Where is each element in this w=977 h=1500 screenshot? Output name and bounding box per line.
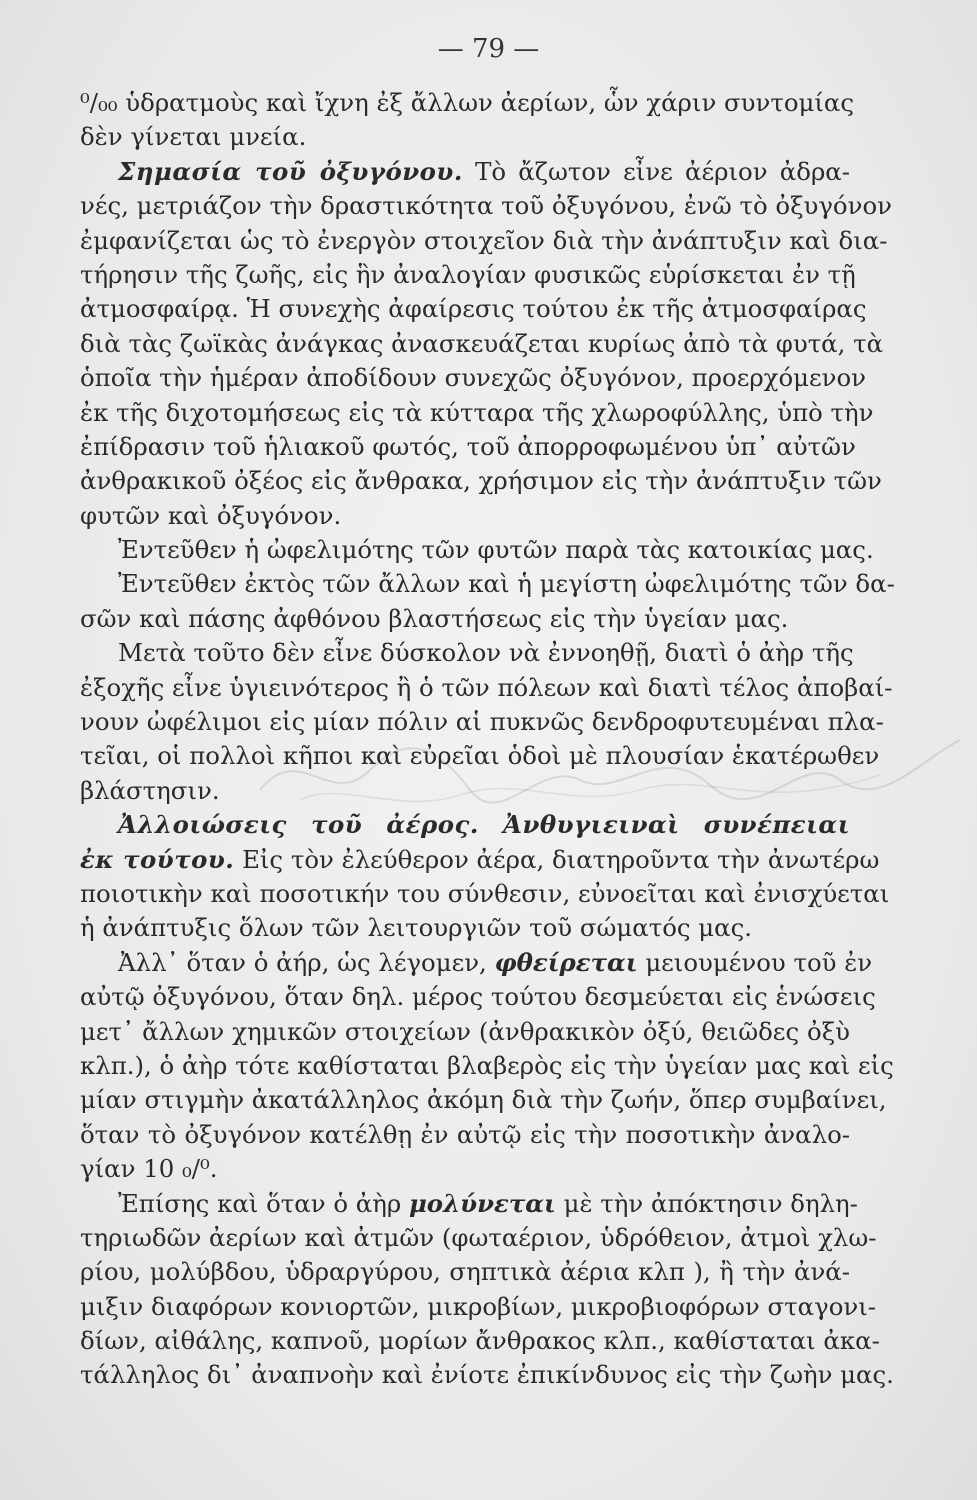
text-line [80, 86, 855, 120]
text-line [80, 1152, 850, 1186]
text-line [80, 980, 876, 1014]
text-run: μιξιν διαφόρων κονιορτῶν, μικροβίων, μικροβιοφόρων σταγονι- [80, 1291, 877, 1321]
text-run: ἐμφανίζεται ὡς τὸ ἐνεργὸν στοιχεῖον διὰ τὴν ἀνάπτυξιν καὶ δια- [80, 225, 888, 255]
text-run: τήρησιν τῆς ζωῆς, εἰς ἣν ἀναλογίαν φυσικῶς εὑρίσκεται ἐν τῇ [80, 259, 856, 289]
text-run: Μετὰ τοῦτο δὲν εἶνε δύσκολον νὰ ἐννοηθῇ, διατὶ ὁ ἀὴρ τῆς [118, 638, 854, 668]
text-line [80, 1324, 880, 1358]
section-heading: ἐκ τούτου. [80, 844, 235, 874]
text-line [80, 120, 850, 154]
text-run: νουν ὠφέλιμοι εἰς μίαν πόλιν αἱ πυκνῶς δενδροφυτευμέναι πλα- [80, 707, 884, 737]
text-run: βλάστησιν. [80, 775, 220, 805]
text-line [80, 499, 850, 533]
text-run: σῶν καὶ πάσης ἀφθόνου βλαστήσεως εἰς τὴν ὑγείαν μας. [80, 603, 789, 633]
text-line [80, 808, 850, 842]
text-run: Ἐπίσης καὶ ὅταν ὁ ἀὴρ [118, 1188, 409, 1218]
text-line [80, 602, 850, 636]
text-line [80, 1290, 877, 1324]
text-line [80, 774, 850, 808]
text-run: Τὸ ἄζωτον εἶνε ἀέριον ἀδρα- [462, 156, 850, 186]
text-line [80, 189, 892, 223]
text-run: διὰ τὰς ζωϊκὰς ἀνάγκας ἀνασκευάζεται κυρίως ἀπὸ τὰ φυτά, τὰ [80, 328, 884, 358]
text-run: ἐκ τῆς διχοτομήσεως εἰς τὰ κύτταρα τῆς χλωροφύλλης, ὑπὸ τὴν [80, 397, 874, 427]
text-line [80, 1083, 887, 1117]
page-number: — 79 — [437, 34, 540, 64]
text-line [80, 361, 866, 395]
text-line [80, 636, 854, 670]
text-run: φυτῶν καὶ ὀξυγόνον. [80, 500, 342, 530]
text-run: τεῖαι, οἱ πολλοὶ κῆποι καὶ εὐρεῖαι ὁδοὶ μὲ πλουσίαν ἑκατέρωθεν [80, 741, 880, 771]
text-line [80, 292, 867, 326]
text-line [80, 1015, 850, 1049]
text-run: μίαν στιγμὴν ἀκατάλληλος ἀκόμη διὰ τὴν ζωήν, ὅπερ συμβαίνει, [80, 1085, 887, 1115]
text-line [80, 224, 888, 258]
text-line [80, 1187, 858, 1221]
emphasis-word: μολύνεται [408, 1188, 556, 1218]
section-heading: Ἀλλοιώσεις τοῦ ἀέρος. Ἀνθυγιειναὶ συνέπειαι [118, 810, 850, 840]
text-line [80, 533, 874, 567]
text-run: ρίου, μολύβδου, ὑδραργύρου, σηπτικὰ ἀέρια κλπ ), ἢ τὴν ἀνά- [80, 1257, 850, 1287]
text-run: δίων, αἰθάλης, καπνοῦ, μορίων ἄνθρακος κλπ., καθίσταται ἀκα- [80, 1326, 880, 1356]
text-run: ποιοτικὴν καὶ ποσοτικήν του σύνθεσιν, εὐνοεῖται καὶ ἐνισχύεται [80, 878, 890, 908]
text-run: αὐτῷ ὀξυγόνου, ὅταν δηλ. μέρος τούτου δεσμεύεται εἰς ἑνώσεις [80, 982, 876, 1012]
emphasis-word: φθείρεται [494, 947, 638, 977]
text-run: νές, μετριάζον τὴν δραστικότητα τοῦ ὀξυγόνου, ἐνῶ τὸ ὀξυγόνον [80, 191, 892, 221]
text-line [80, 705, 884, 739]
text-run: ὁποῖα τὴν ἡμέραν ἀποδίδουν συνεχῶς ὀξυγόνον, προερχόμενον [80, 363, 866, 393]
text-run: μὲ τὴν ἀπόκτησιν δηλη- [555, 1188, 858, 1218]
text-line [80, 464, 882, 498]
text-line [80, 843, 880, 877]
text-run: τηριωδῶν ἀερίων καὶ ἀτμῶν (φωταέριον, ὑδρόθειον, ἀτμοὶ χλω- [80, 1222, 877, 1252]
text-line [80, 327, 884, 361]
text-run: γίαν 10 ₀/⁰. [80, 1154, 218, 1184]
text-run: Ἀλλ᾽ ὅταν ὁ ἀήρ, ὡς λέγομεν, [118, 947, 495, 977]
text-run: ἡ ἀνάπτυξις ὅλων τῶν λειτουργιῶν τοῦ σώματός μας. [80, 913, 753, 943]
text-line [80, 1358, 894, 1392]
text-run: ⁰/₀₀ ὑδρατμοὺς καὶ ἴχνη ἐξ ἄλλων ἀερίων, ὧν χάριν συντομίας [80, 88, 855, 117]
text-line [80, 1221, 877, 1255]
text-line [80, 1118, 850, 1152]
text-line [80, 1255, 850, 1289]
text-line [80, 1049, 894, 1083]
text-line [80, 671, 893, 705]
text-line [80, 396, 874, 430]
text-run: ὅταν τὸ ὀξυγόνον κατέλθῃ ἐν αὐτῷ εἰς τὴν ποσοτικὴν ἀναλο- [80, 1119, 850, 1149]
text-line [80, 946, 873, 980]
text-run: ἀνθρακικοῦ ὀξέος εἰς ἄνθρακα, χρήσιμον εἰς τὴν ἀνάπτυξιν τῶν [80, 466, 882, 496]
text-line [80, 155, 850, 189]
text-run: ἀτμοσφαίρᾳ. Ἡ συνεχὴς ἀφαίρεσις τούτου ἐκ τῆς ἀτμοσφαίρας [80, 294, 867, 324]
text-line [80, 430, 856, 464]
text-run: μετ᾽ ἄλλων χημικῶν στοιχείων (ἀνθρακικὸν ὀξύ, θειῶδες ὀξὺ [80, 1016, 850, 1046]
text-run: Εἰς τὸν ἐλεύθερον ἀέρα, διατηροῦντα τὴν ἀνωτέρω [234, 844, 880, 874]
body-text [80, 86, 895, 1393]
text-line [80, 739, 880, 773]
text-run: μειουμένου τοῦ ἐν [637, 947, 873, 977]
text-run: δὲν γίνεται μνεία. [80, 122, 307, 152]
text-run: ἐπίδρασιν τοῦ ἡλιακοῦ φωτός, τοῦ ἀπορροφωμένου ὑπ᾽ αὐτῶν [80, 431, 856, 461]
text-line [80, 258, 856, 292]
text-run: κλπ.), ὁ ἀὴρ τότε καθίσταται βλαβερὸς εἰς τὴν ὑγείαν μας καὶ εἰς [80, 1050, 894, 1080]
text-run: ἐξοχῆς εἶνε ὑγιεινότερος ἢ ὁ τῶν πόλεων καὶ διατὶ τέλος ἀποβαί- [80, 672, 893, 702]
text-line [80, 567, 895, 601]
text-run: Ἐντεῦθεν ἡ ὠφελιμότης τῶν φυτῶν παρὰ τὰς κατοικίας μας. [118, 535, 874, 565]
text-line [80, 877, 890, 911]
text-run: Ἐντεῦθεν ἐκτὸς τῶν ἄλλων καὶ ἡ μεγίστη ὠφελιμότης τῶν δα- [118, 569, 895, 599]
text-line [80, 911, 850, 945]
section-heading: Σημασία τοῦ ὀξυγόνου. [118, 156, 463, 186]
text-run: τάλληλος δι᾽ ἀναπνοὴν καὶ ἐνίοτε ἐπικίνδυνος εἰς τὴν ζωὴν μας. [80, 1360, 894, 1390]
